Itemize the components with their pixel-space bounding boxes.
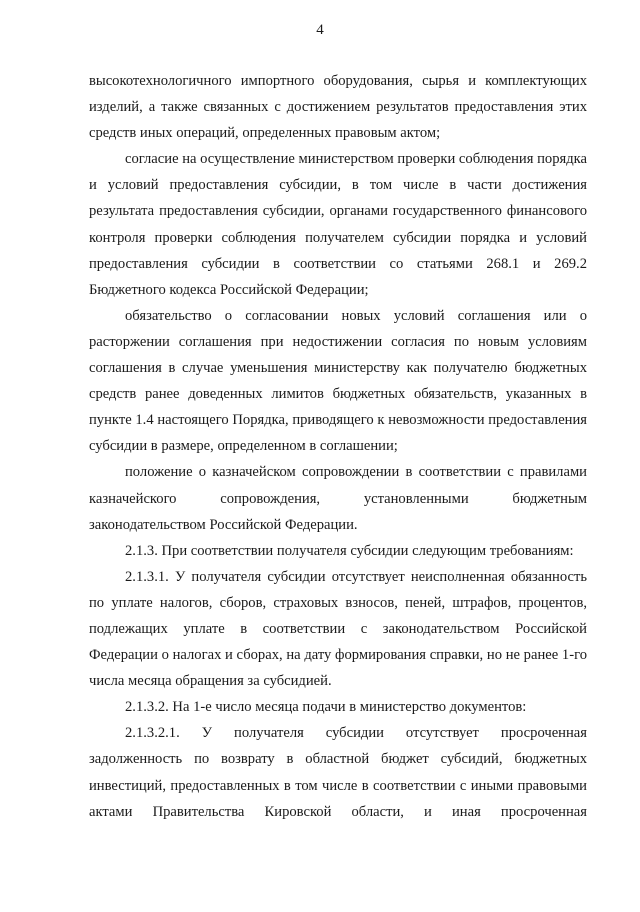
paragraph-obligation-agreement: обязательство о согласовании новых условий соглашения или о расторжении соглашения при недостижении согласия по новым условиям соглашения в случае уменьшения министерству как получателю бюджетных средств ранее доведенных лимитов бюджетных обязательств, указанных в пункте 1.4 настоящего Порядка, приводящего к невозможности предоставления субсидии в размере, определенном в соглашении;	[89, 307, 587, 455]
page-number: 4	[316, 22, 324, 38]
paragraph-2-1-3-2-1: 2.1.3.2.1. У получателя субсидии отсутствует просроченная задолженность по возврату в областной бюджет субсидий, бюджетных инвестиций, предоставленных в том числе в соответствии с иными правовыми актами Правительства Кировской области, и иная просроченная	[89, 725, 587, 820]
paragraph-continuation: высокотехнологичного импортного оборудования, сырья и комплектующих изделий, а также связанных с достижением результатов предоставления этих средств иных операций, определенных правовым актом;	[89, 73, 587, 142]
paragraph-2-1-3: 2.1.3. При соответствии получателя субсидии следующим требованиям:	[125, 542, 574, 559]
paragraph-2-1-3-1: 2.1.3.1. У получателя субсидии отсутствует неисполненная обязанность по уплате налогов, сборов, страховых взносов, пеней, штрафов, процентов, подлежащих уплате в соответствии с законодательством Российской Федерации о налогах и сборах, на дату формирования справки, но не ранее 1-го числа месяца обращения за субсидией.	[89, 568, 587, 690]
document-body	[89, 68, 587, 825]
paragraph-consent-inspection: согласие на осуществление министерством проверки соблюдения порядка и условий предоставления субсидии, в том числе в части достижения результата предоставления субсидии, органами государственного финансового контроля проверки соблюдения получателем субсидии порядка и условий предоставления субсидии в соответствии со статьями 268.1 и 269.2 Бюджетного кодекса Российской Федерации;	[89, 151, 587, 298]
paragraph-treasury-support: положение о казначейском сопровождении в соответствии с правилами казначейского сопровождения, установленными бюджетным законодательством Российской Федерации.	[89, 464, 587, 533]
paragraph-2-1-3-2: 2.1.3.2. На 1-е число месяца подачи в министерство документов:	[125, 699, 527, 716]
